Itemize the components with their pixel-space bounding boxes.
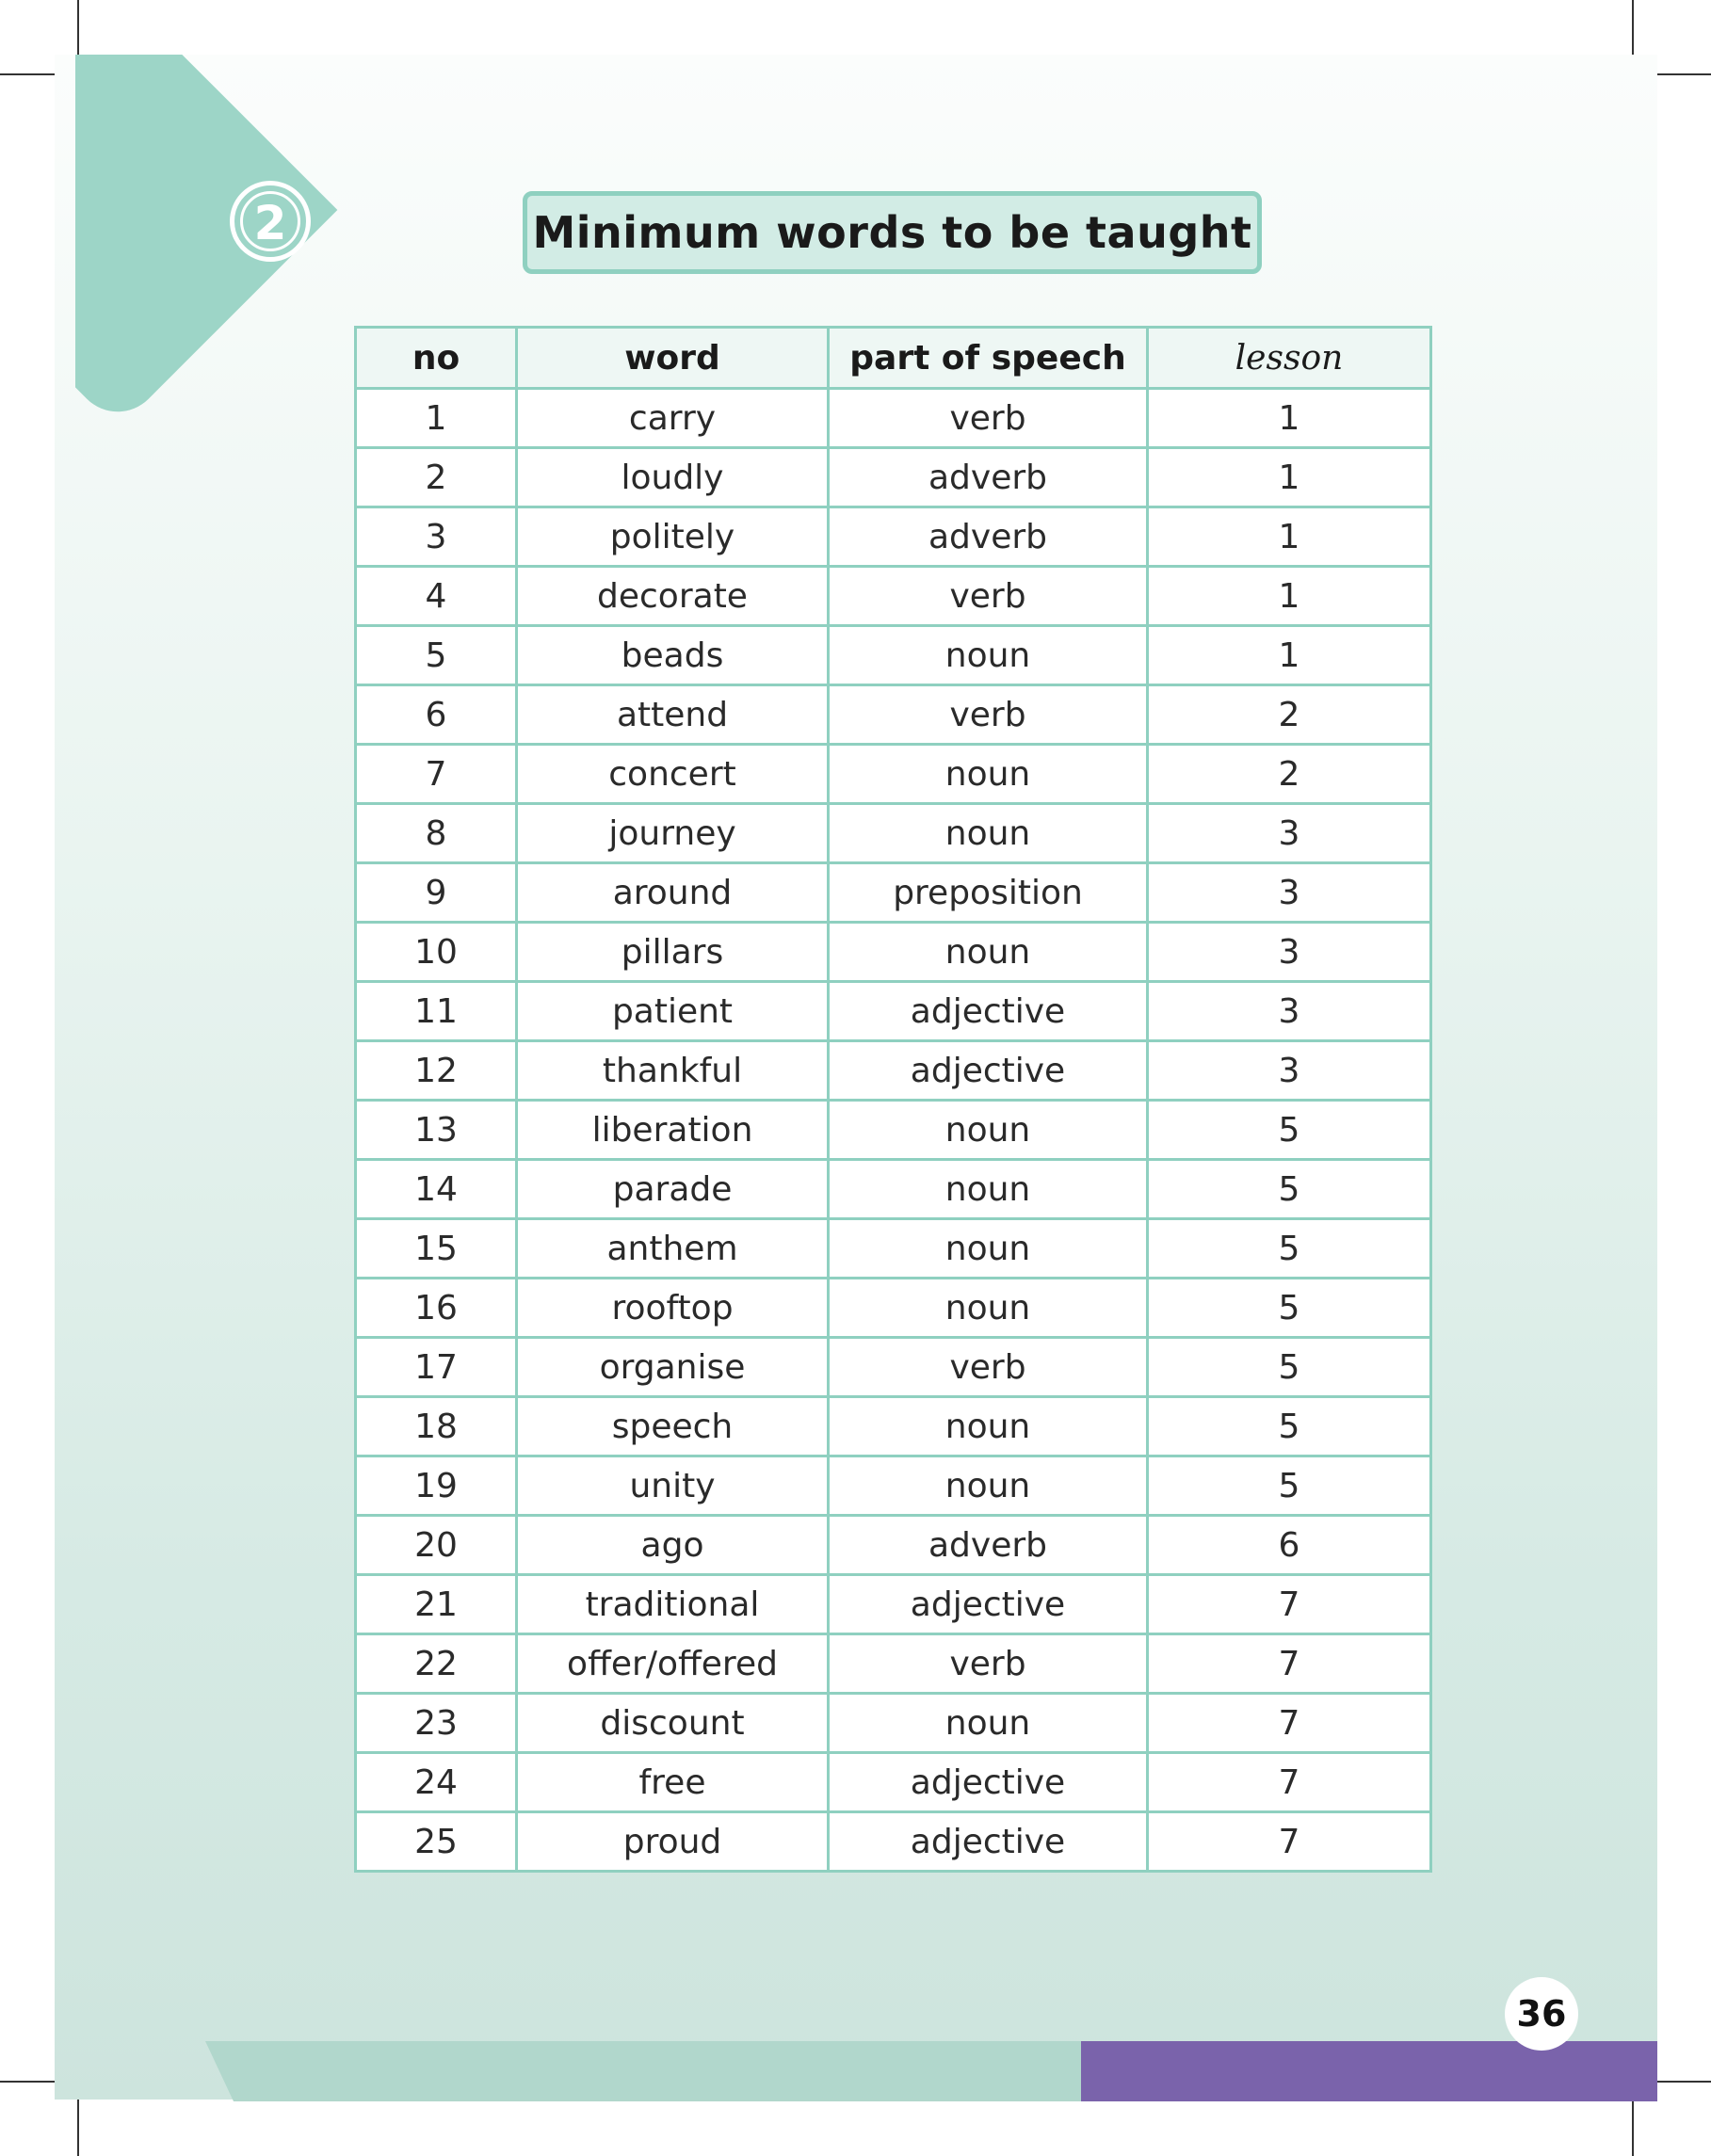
table-row — [356, 685, 1431, 745]
cell-word: concert — [517, 745, 829, 804]
crop-mark — [1650, 2081, 1711, 2083]
cell-lesson: 7 — [1148, 1634, 1431, 1694]
footer-bar-purple — [1081, 2041, 1657, 2101]
cell-lesson: 7 — [1148, 1694, 1431, 1753]
cell-no: 11 — [356, 982, 517, 1041]
table-row — [356, 567, 1431, 626]
cell-part-of-speech: noun — [829, 1456, 1148, 1516]
table-row — [356, 1575, 1431, 1634]
cell-word: parade — [517, 1160, 829, 1219]
cell-part-of-speech: verb — [829, 1338, 1148, 1397]
cell-no: 8 — [356, 804, 517, 863]
table-row — [356, 389, 1431, 448]
table-row — [356, 1812, 1431, 1872]
crop-mark — [0, 73, 62, 75]
cell-lesson: 3 — [1148, 923, 1431, 982]
cell-lesson: 1 — [1148, 389, 1431, 448]
cell-no: 15 — [356, 1219, 517, 1279]
table-row — [356, 448, 1431, 507]
cell-word: speech — [517, 1397, 829, 1456]
column-header-lesson: lesson — [1148, 328, 1431, 389]
vocabulary-table — [354, 326, 1432, 1873]
table-row — [356, 507, 1431, 567]
cell-word: liberation — [517, 1101, 829, 1160]
cell-part-of-speech: noun — [829, 1219, 1148, 1279]
cell-no: 5 — [356, 626, 517, 685]
table-row — [356, 1219, 1431, 1279]
column-header-no: no — [356, 328, 517, 389]
cell-no: 17 — [356, 1338, 517, 1397]
table-row — [356, 1694, 1431, 1753]
crop-mark — [1632, 2092, 1634, 2156]
table-row — [356, 1516, 1431, 1575]
cell-word: loudly — [517, 448, 829, 507]
cell-no: 3 — [356, 507, 517, 567]
cell-word: traditional — [517, 1575, 829, 1634]
cell-part-of-speech: adjective — [829, 1575, 1148, 1634]
cell-no: 21 — [356, 1575, 517, 1634]
table-row — [356, 923, 1431, 982]
cell-word: beads — [517, 626, 829, 685]
cell-lesson: 5 — [1148, 1101, 1431, 1160]
unit-badge — [230, 181, 311, 262]
cell-part-of-speech: verb — [829, 567, 1148, 626]
cell-lesson: 1 — [1148, 626, 1431, 685]
cell-lesson: 1 — [1148, 507, 1431, 567]
crop-mark — [77, 2092, 79, 2156]
table-row — [356, 1101, 1431, 1160]
cell-word: attend — [517, 685, 829, 745]
cell-part-of-speech: noun — [829, 745, 1148, 804]
cell-no: 25 — [356, 1812, 517, 1872]
cell-part-of-speech: adverb — [829, 1516, 1148, 1575]
cell-no: 13 — [356, 1101, 517, 1160]
cell-part-of-speech: noun — [829, 1101, 1148, 1160]
cell-part-of-speech: adverb — [829, 507, 1148, 567]
cell-word: carry — [517, 389, 829, 448]
cell-lesson: 3 — [1148, 982, 1431, 1041]
cell-no: 20 — [356, 1516, 517, 1575]
unit-number: 2 — [240, 191, 300, 251]
cell-lesson: 5 — [1148, 1219, 1431, 1279]
cell-lesson: 7 — [1148, 1575, 1431, 1634]
cell-lesson: 2 — [1148, 745, 1431, 804]
cell-part-of-speech: adjective — [829, 1753, 1148, 1812]
cell-part-of-speech: verb — [829, 685, 1148, 745]
cell-part-of-speech: noun — [829, 1694, 1148, 1753]
cell-lesson: 5 — [1148, 1279, 1431, 1338]
cell-lesson: 3 — [1148, 863, 1431, 923]
cell-word: offer/offered — [517, 1634, 829, 1694]
cell-part-of-speech: preposition — [829, 863, 1148, 923]
cell-word: pillars — [517, 923, 829, 982]
cell-no: 14 — [356, 1160, 517, 1219]
cell-word: rooftop — [517, 1279, 829, 1338]
cell-word: discount — [517, 1694, 829, 1753]
cell-lesson: 3 — [1148, 1041, 1431, 1101]
page-title: Minimum words to be taught — [523, 191, 1262, 274]
table-row — [356, 982, 1431, 1041]
cell-lesson: 5 — [1148, 1397, 1431, 1456]
cell-lesson: 5 — [1148, 1456, 1431, 1516]
crop-mark — [1650, 73, 1711, 75]
cell-no: 16 — [356, 1279, 517, 1338]
table-row — [356, 1041, 1431, 1101]
cell-word: around — [517, 863, 829, 923]
cell-word: organise — [517, 1338, 829, 1397]
column-header-word: word — [517, 328, 829, 389]
table-row — [356, 1338, 1431, 1397]
cell-no: 19 — [356, 1456, 517, 1516]
cell-lesson: 2 — [1148, 685, 1431, 745]
cell-word: thankful — [517, 1041, 829, 1101]
cell-word: patient — [517, 982, 829, 1041]
cell-word: politely — [517, 507, 829, 567]
cell-no: 23 — [356, 1694, 517, 1753]
table-body — [356, 389, 1431, 1872]
cell-no: 7 — [356, 745, 517, 804]
table-row — [356, 1634, 1431, 1694]
cell-part-of-speech: adjective — [829, 982, 1148, 1041]
cell-no: 12 — [356, 1041, 517, 1101]
table-row — [356, 1279, 1431, 1338]
cell-lesson: 6 — [1148, 1516, 1431, 1575]
column-header-part-of-speech: part of speech — [829, 328, 1148, 389]
cell-lesson: 1 — [1148, 567, 1431, 626]
table-row — [356, 804, 1431, 863]
cell-part-of-speech: noun — [829, 923, 1148, 982]
cell-no: 1 — [356, 389, 517, 448]
cell-no: 22 — [356, 1634, 517, 1694]
cell-no: 10 — [356, 923, 517, 982]
table-row — [356, 1456, 1431, 1516]
cell-part-of-speech: noun — [829, 804, 1148, 863]
table-row — [356, 745, 1431, 804]
cell-part-of-speech: adjective — [829, 1812, 1148, 1872]
cell-no: 2 — [356, 448, 517, 507]
cell-part-of-speech: noun — [829, 1279, 1148, 1338]
crop-mark — [0, 2081, 62, 2083]
cell-word: decorate — [517, 567, 829, 626]
cell-lesson: 7 — [1148, 1812, 1431, 1872]
cell-word: anthem — [517, 1219, 829, 1279]
cell-no: 4 — [356, 567, 517, 626]
cell-word: journey — [517, 804, 829, 863]
cell-no: 6 — [356, 685, 517, 745]
cell-word: ago — [517, 1516, 829, 1575]
cell-part-of-speech: adverb — [829, 448, 1148, 507]
table-row — [356, 626, 1431, 685]
cell-no: 24 — [356, 1753, 517, 1812]
cell-part-of-speech: noun — [829, 1397, 1148, 1456]
cell-lesson: 3 — [1148, 804, 1431, 863]
table-row — [356, 1160, 1431, 1219]
cell-lesson: 5 — [1148, 1338, 1431, 1397]
cell-lesson: 5 — [1148, 1160, 1431, 1219]
table-row — [356, 1397, 1431, 1456]
table-header-row — [356, 328, 1431, 389]
cell-no: 18 — [356, 1397, 517, 1456]
cell-part-of-speech: adjective — [829, 1041, 1148, 1101]
cell-lesson: 1 — [1148, 448, 1431, 507]
cell-word: proud — [517, 1812, 829, 1872]
corner-tab — [75, 55, 358, 422]
table-row — [356, 863, 1431, 923]
cell-lesson: 7 — [1148, 1753, 1431, 1812]
cell-no: 9 — [356, 863, 517, 923]
cell-word: unity — [517, 1456, 829, 1516]
cell-word: free — [517, 1753, 829, 1812]
cell-part-of-speech: verb — [829, 389, 1148, 448]
page-number: 36 — [1505, 1977, 1578, 2051]
cell-part-of-speech: noun — [829, 626, 1148, 685]
cell-part-of-speech: verb — [829, 1634, 1148, 1694]
footer-bar-green — [205, 2041, 1081, 2101]
cell-part-of-speech: noun — [829, 1160, 1148, 1219]
table-row — [356, 1753, 1431, 1812]
